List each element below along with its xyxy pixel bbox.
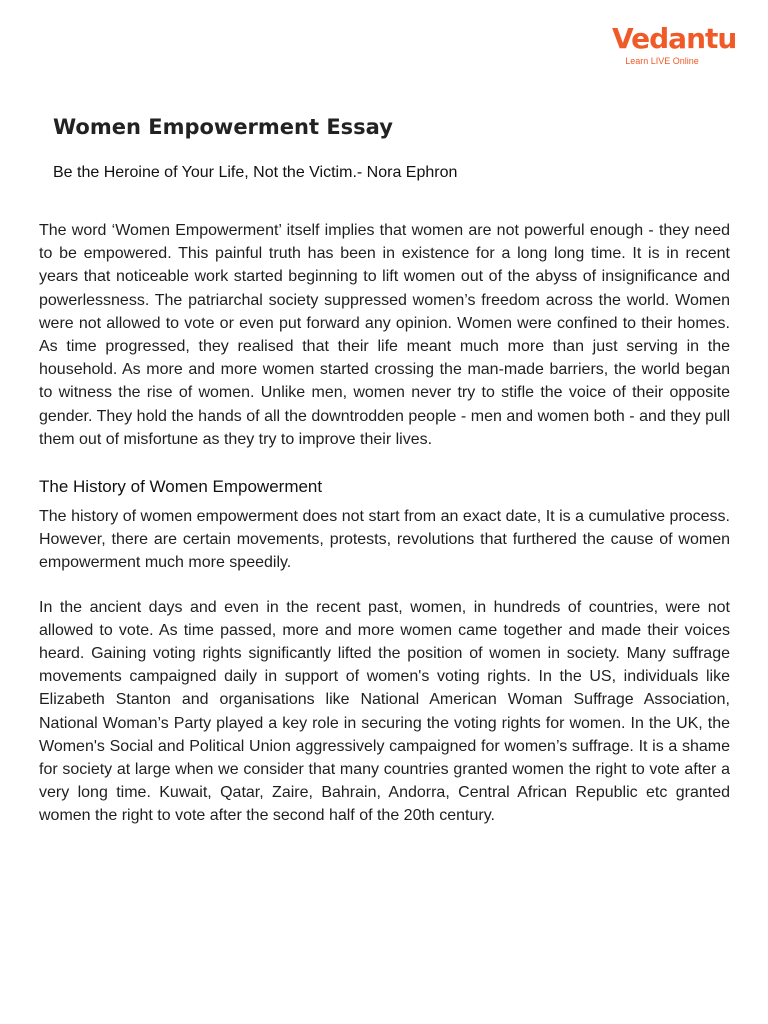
section-heading: The History of Women Empowerment <box>39 477 323 497</box>
logo-tagline: Learn LIVE Online <box>625 56 699 66</box>
section-paragraph: The history of women empowerment does not start from an exact date, It is a cumulative process. However, there are certain movements, protests, revolutions that furthered the cause of women empowerment much more speedily. <box>39 508 730 572</box>
essay-body <box>39 219 730 828</box>
section-paragraph: In the ancient days and even in the recent past, women, in hundreds of countries, were not allowed to vote. As time passed, more and more women came together and made their voices heard. Gaining voting rights significantly lifted the position of women in society. Many suffrage movements campaigned daily in support of women's voting rights. In the US, individuals like Elizabeth Stanton and organisations like National American Woman Suffrage Association, National Woman’s Party played a key role in securing the voting rights for women. In the UK, the Women's Social and Political Union aggressively campaigned for women’s suffrage. It is a shame for society at large when we consider that many countries granted women the right to vote after a very long time. Kuwait, Qatar, Zaire, Bahrain, Andorra, Central African Republic etc granted women the right to vote after the second half of the 20th century. <box>39 598 730 825</box>
intro-paragraph: The word ‘Women Empowerment’ itself implies that women are not powerful enough - they need to be empowered. This painful truth has been in existence for a long long time. It is in recent years that noticeable work started beginning to lift women out of the abyss of insignificance and powerlessness. The patriarchal society suppressed women’s freedom across the world. Women were not allowed to vote or even put forward any opinion. Women were confined to their homes. As time progressed, they realised that their life meant much more than just serving in the household. As more and more women started crossing the man-made barriers, the world began to witness the rise of women. Unlike men, women never try to stifle the voice of their opposite gender. They hold the hands of all the downtrodden people - men and women both - and they pull them out of misfortune as they try to improve their lives. <box>39 222 730 448</box>
essay-quote: Be the Heroine of Your Life, Not the Victim.- Nora Ephron <box>53 164 458 181</box>
vedantu-logo <box>612 22 737 66</box>
essay-title: Women Empowerment Essay <box>53 115 393 139</box>
logo-wordmark: Vedantu <box>612 22 737 55</box>
